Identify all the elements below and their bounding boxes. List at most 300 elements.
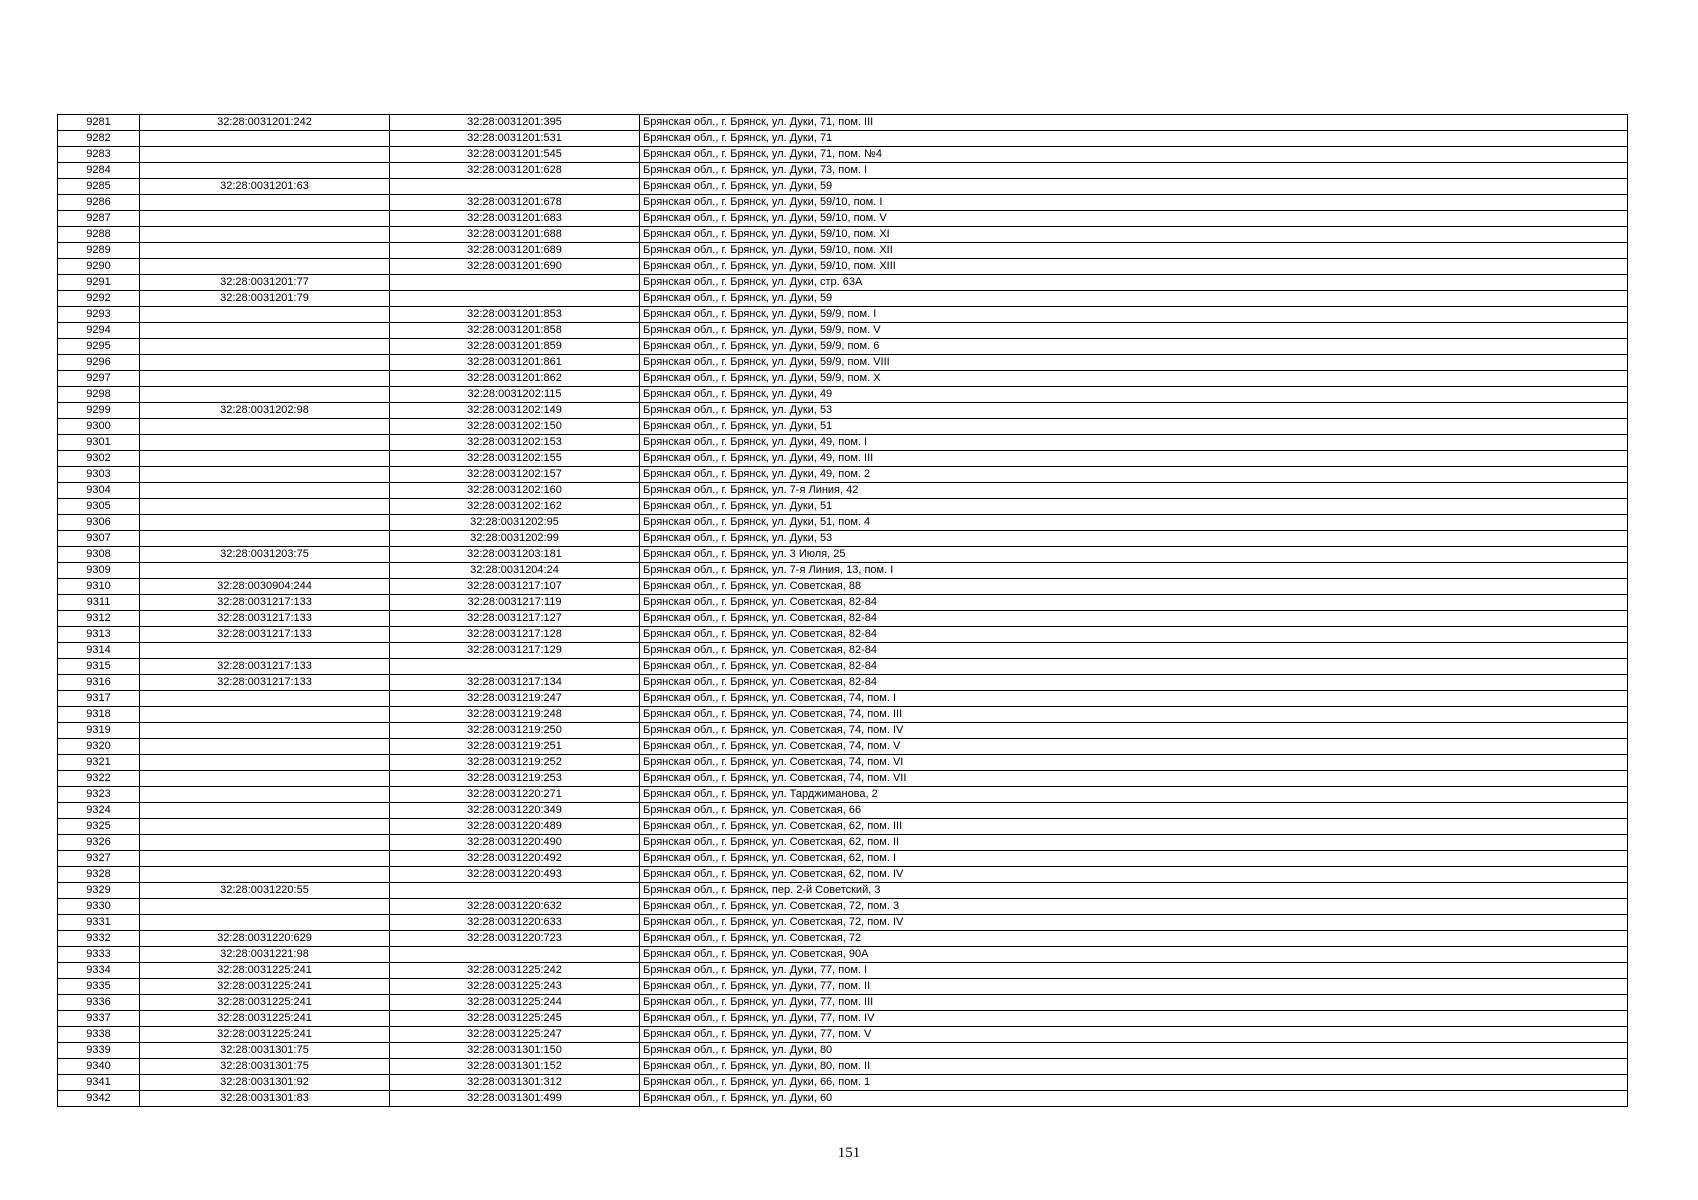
land-cadastral-number-cell: 32:28:0031217:133 <box>140 595 390 611</box>
address-cell: Брянская обл., г. Брянск, ул. Дуки, 59/9, пом. VIII <box>640 355 1628 371</box>
address-cell: Брянская обл., г. Брянск, ул. Советская, 88 <box>640 579 1628 595</box>
object-cadastral-number-cell: 32:28:0031201:395 <box>390 115 640 131</box>
object-cadastral-number-cell: 32:28:0031202:150 <box>390 419 640 435</box>
address-cell: Брянская обл., г. Брянск, ул. Советская, 90А <box>640 947 1628 963</box>
row-number-cell: 9337 <box>58 1011 140 1027</box>
land-cadastral-number-cell <box>140 739 390 755</box>
row-number-cell: 9311 <box>58 595 140 611</box>
address-cell: Брянская обл., г. Брянск, ул. Дуки, 77, пом. II <box>640 979 1628 995</box>
row-number-cell: 9298 <box>58 387 140 403</box>
table-row <box>58 771 1628 787</box>
row-number-cell: 9319 <box>58 723 140 739</box>
row-number-cell: 9296 <box>58 355 140 371</box>
object-cadastral-number-cell: 32:28:0031219:250 <box>390 723 640 739</box>
land-cadastral-number-cell: 32:28:0030904:244 <box>140 579 390 595</box>
address-cell: Брянская обл., г. Брянск, ул. Дуки, 59/10, пом. XII <box>640 243 1628 259</box>
row-number-cell: 9312 <box>58 611 140 627</box>
table-row <box>58 691 1628 707</box>
address-cell: Брянская обл., г. Брянск, ул. 7-я Линия, 13, пом. I <box>640 563 1628 579</box>
object-cadastral-number-cell: 32:28:0031202:160 <box>390 483 640 499</box>
row-number-cell: 9328 <box>58 867 140 883</box>
row-number-cell: 9332 <box>58 931 140 947</box>
land-cadastral-number-cell: 32:28:0031201:242 <box>140 115 390 131</box>
table-row <box>58 995 1628 1011</box>
table-row <box>58 675 1628 691</box>
land-cadastral-number-cell: 32:28:0031225:241 <box>140 1011 390 1027</box>
registry-table-body <box>58 115 1628 1107</box>
land-cadastral-number-cell: 32:28:0031301:92 <box>140 1075 390 1091</box>
object-cadastral-number-cell: 32:28:0031201:545 <box>390 147 640 163</box>
row-number-cell: 9299 <box>58 403 140 419</box>
address-cell: Брянская обл., г. Брянск, ул. Советская, 74, пом. VII <box>640 771 1628 787</box>
land-cadastral-number-cell <box>140 131 390 147</box>
address-cell: Брянская обл., г. Брянск, ул. Советская, 74, пом. VI <box>640 755 1628 771</box>
land-cadastral-number-cell: 32:28:0031301:75 <box>140 1043 390 1059</box>
row-number-cell: 9323 <box>58 787 140 803</box>
object-cadastral-number-cell: 32:28:0031201:689 <box>390 243 640 259</box>
land-cadastral-number-cell: 32:28:0031217:133 <box>140 627 390 643</box>
address-cell: Брянская обл., г. Брянск, ул. Дуки, 77, пом. IV <box>640 1011 1628 1027</box>
row-number-cell: 9339 <box>58 1043 140 1059</box>
row-number-cell: 9292 <box>58 291 140 307</box>
object-cadastral-number-cell: 32:28:0031202:153 <box>390 435 640 451</box>
address-cell: Брянская обл., г. Брянск, ул. Дуки, 49, пом. III <box>640 451 1628 467</box>
address-cell: Брянская обл., г. Брянск, ул. Советская, 72 <box>640 931 1628 947</box>
row-number-cell: 9316 <box>58 675 140 691</box>
row-number-cell: 9314 <box>58 643 140 659</box>
land-cadastral-number-cell <box>140 467 390 483</box>
object-cadastral-number-cell: 32:28:0031220:271 <box>390 787 640 803</box>
address-cell: Брянская обл., г. Брянск, ул. Советская, 74, пом. III <box>640 707 1628 723</box>
address-cell: Брянская обл., г. Брянск, ул. Советская, 74, пом. V <box>640 739 1628 755</box>
land-cadastral-number-cell: 32:28:0031225:241 <box>140 1027 390 1043</box>
row-number-cell: 9335 <box>58 979 140 995</box>
address-cell: Брянская обл., г. Брянск, ул. Дуки, 77, пом. I <box>640 963 1628 979</box>
table-row <box>58 339 1628 355</box>
land-cadastral-number-cell <box>140 147 390 163</box>
table-row <box>58 627 1628 643</box>
row-number-cell: 9293 <box>58 307 140 323</box>
address-cell: Брянская обл., г. Брянск, ул. Дуки, 66, пом. 1 <box>640 1075 1628 1091</box>
object-cadastral-number-cell: 32:28:0031225:242 <box>390 963 640 979</box>
row-number-cell: 9281 <box>58 115 140 131</box>
object-cadastral-number-cell: 32:28:0031201:858 <box>390 323 640 339</box>
table-row <box>58 1027 1628 1043</box>
object-cadastral-number-cell: 32:28:0031220:349 <box>390 803 640 819</box>
land-cadastral-number-cell <box>140 771 390 787</box>
table-row <box>58 563 1628 579</box>
row-number-cell: 9284 <box>58 163 140 179</box>
address-cell: Брянская обл., г. Брянск, ул. Дуки, 71, пом. №4 <box>640 147 1628 163</box>
table-row <box>58 419 1628 435</box>
land-cadastral-number-cell <box>140 195 390 211</box>
row-number-cell: 9326 <box>58 835 140 851</box>
row-number-cell: 9307 <box>58 531 140 547</box>
table-row <box>58 579 1628 595</box>
table-row <box>58 819 1628 835</box>
row-number-cell: 9336 <box>58 995 140 1011</box>
land-cadastral-number-cell <box>140 851 390 867</box>
object-cadastral-number-cell: 32:28:0031217:129 <box>390 643 640 659</box>
address-cell: Брянская обл., г. Брянск, ул. Дуки, 59/10, пом. V <box>640 211 1628 227</box>
table-row <box>58 195 1628 211</box>
row-number-cell: 9290 <box>58 259 140 275</box>
object-cadastral-number-cell: 32:28:0031201:683 <box>390 211 640 227</box>
row-number-cell: 9313 <box>58 627 140 643</box>
row-number-cell: 9295 <box>58 339 140 355</box>
row-number-cell: 9322 <box>58 771 140 787</box>
table-row <box>58 131 1628 147</box>
row-number-cell: 9287 <box>58 211 140 227</box>
table-row <box>58 867 1628 883</box>
land-cadastral-number-cell <box>140 819 390 835</box>
address-cell: Брянская обл., г. Брянск, ул. Дуки, 59/9, пом. 6 <box>640 339 1628 355</box>
object-cadastral-number-cell: 32:28:0031202:149 <box>390 403 640 419</box>
object-cadastral-number-cell: 32:28:0031220:633 <box>390 915 640 931</box>
address-cell: Брянская обл., г. Брянск, ул. Дуки, 80 <box>640 1043 1628 1059</box>
row-number-cell: 9301 <box>58 435 140 451</box>
table-row <box>58 291 1628 307</box>
address-cell: Брянская обл., г. Брянск, пер. 2-й Советский, 3 <box>640 883 1628 899</box>
table-row <box>58 883 1628 899</box>
address-cell: Брянская обл., г. Брянск, ул. Дуки, 49, пом. 2 <box>640 467 1628 483</box>
object-cadastral-number-cell: 32:28:0031225:247 <box>390 1027 640 1043</box>
table-row <box>58 275 1628 291</box>
object-cadastral-number-cell: 32:28:0031219:247 <box>390 691 640 707</box>
object-cadastral-number-cell: 32:28:0031301:152 <box>390 1059 640 1075</box>
page-number: 151 <box>837 1145 861 1161</box>
row-number-cell: 9342 <box>58 1091 140 1107</box>
table-row <box>58 499 1628 515</box>
object-cadastral-number-cell: 32:28:0031220:489 <box>390 819 640 835</box>
object-cadastral-number-cell: 32:28:0031201:862 <box>390 371 640 387</box>
table-row <box>58 835 1628 851</box>
land-cadastral-number-cell: 32:28:0031217:133 <box>140 675 390 691</box>
address-cell: Брянская обл., г. Брянск, ул. Дуки, 59/9, пом. I <box>640 307 1628 323</box>
land-cadastral-number-cell: 32:28:0031202:98 <box>140 403 390 419</box>
row-number-cell: 9283 <box>58 147 140 163</box>
row-number-cell: 9306 <box>58 515 140 531</box>
table-row <box>58 899 1628 915</box>
land-cadastral-number-cell: 32:28:0031301:83 <box>140 1091 390 1107</box>
table-row <box>58 531 1628 547</box>
table-row <box>58 659 1628 675</box>
object-cadastral-number-cell: 32:28:0031225:245 <box>390 1011 640 1027</box>
table-row <box>58 707 1628 723</box>
address-cell: Брянская обл., г. Брянск, ул. Дуки, 53 <box>640 403 1628 419</box>
object-cadastral-number-cell: 32:28:0031217:119 <box>390 595 640 611</box>
land-cadastral-number-cell <box>140 307 390 323</box>
land-cadastral-number-cell: 32:28:0031225:241 <box>140 995 390 1011</box>
table-row <box>58 179 1628 195</box>
row-number-cell: 9341 <box>58 1075 140 1091</box>
row-number-cell: 9333 <box>58 947 140 963</box>
row-number-cell: 9291 <box>58 275 140 291</box>
address-cell: Брянская обл., г. Брянск, ул. Советская, 72, пом. IV <box>640 915 1628 931</box>
registry-table <box>57 114 1628 1107</box>
address-cell: Брянская обл., г. Брянск, ул. Дуки, 51 <box>640 499 1628 515</box>
table-row <box>58 1043 1628 1059</box>
table-row <box>58 483 1628 499</box>
object-cadastral-number-cell <box>390 659 640 675</box>
object-cadastral-number-cell: 32:28:0031203:181 <box>390 547 640 563</box>
address-cell: Брянская обл., г. Брянск, ул. Дуки, 71 <box>640 131 1628 147</box>
object-cadastral-number-cell <box>390 883 640 899</box>
table-row <box>58 851 1628 867</box>
object-cadastral-number-cell: 32:28:0031219:251 <box>390 739 640 755</box>
land-cadastral-number-cell <box>140 899 390 915</box>
object-cadastral-number-cell: 32:28:0031202:157 <box>390 467 640 483</box>
row-number-cell: 9324 <box>58 803 140 819</box>
row-number-cell: 9282 <box>58 131 140 147</box>
table-row <box>58 1075 1628 1091</box>
land-cadastral-number-cell <box>140 755 390 771</box>
land-cadastral-number-cell <box>140 867 390 883</box>
row-number-cell: 9334 <box>58 963 140 979</box>
land-cadastral-number-cell <box>140 787 390 803</box>
address-cell: Брянская обл., г. Брянск, ул. Дуки, 59 <box>640 291 1628 307</box>
land-cadastral-number-cell: 32:28:0031301:75 <box>140 1059 390 1075</box>
address-cell: Брянская обл., г. Брянск, ул. Дуки, 59/9, пом. V <box>640 323 1628 339</box>
table-row <box>58 915 1628 931</box>
address-cell: Брянская обл., г. Брянск, ул. Дуки, 59/10, пом. XI <box>640 227 1628 243</box>
object-cadastral-number-cell: 32:28:0031201:690 <box>390 259 640 275</box>
address-cell: Брянская обл., г. Брянск, ул. Дуки, 77, пом. V <box>640 1027 1628 1043</box>
row-number-cell: 9310 <box>58 579 140 595</box>
table-row <box>58 611 1628 627</box>
object-cadastral-number-cell <box>390 947 640 963</box>
land-cadastral-number-cell <box>140 339 390 355</box>
land-cadastral-number-cell <box>140 323 390 339</box>
object-cadastral-number-cell: 32:28:0031225:244 <box>390 995 640 1011</box>
land-cadastral-number-cell <box>140 499 390 515</box>
object-cadastral-number-cell <box>390 275 640 291</box>
row-number-cell: 9329 <box>58 883 140 899</box>
address-cell: Брянская обл., г. Брянск, ул. Дуки, 59/10, пом. I <box>640 195 1628 211</box>
object-cadastral-number-cell: 32:28:0031201:531 <box>390 131 640 147</box>
address-cell: Брянская обл., г. Брянск, ул. Дуки, 51, пом. 4 <box>640 515 1628 531</box>
table-row <box>58 931 1628 947</box>
row-number-cell: 9288 <box>58 227 140 243</box>
table-row <box>58 595 1628 611</box>
object-cadastral-number-cell: 32:28:0031201:861 <box>390 355 640 371</box>
table-row <box>58 1059 1628 1075</box>
table-row <box>58 403 1628 419</box>
land-cadastral-number-cell <box>140 803 390 819</box>
row-number-cell: 9294 <box>58 323 140 339</box>
object-cadastral-number-cell: 32:28:0031201:853 <box>390 307 640 323</box>
table-row <box>58 435 1628 451</box>
object-cadastral-number-cell: 32:28:0031217:127 <box>390 611 640 627</box>
address-cell: Брянская обл., г. Брянск, ул. Дуки, 60 <box>640 1091 1628 1107</box>
object-cadastral-number-cell <box>390 291 640 307</box>
land-cadastral-number-cell <box>140 435 390 451</box>
object-cadastral-number-cell: 32:28:0031220:723 <box>390 931 640 947</box>
land-cadastral-number-cell: 32:28:0031220:55 <box>140 883 390 899</box>
land-cadastral-number-cell: 32:28:0031225:241 <box>140 963 390 979</box>
address-cell: Брянская обл., г. Брянск, ул. Советская, 82-84 <box>640 643 1628 659</box>
row-number-cell: 9327 <box>58 851 140 867</box>
object-cadastral-number-cell: 32:28:0031220:632 <box>390 899 640 915</box>
table-row <box>58 643 1628 659</box>
row-number-cell: 9285 <box>58 179 140 195</box>
object-cadastral-number-cell: 32:28:0031217:107 <box>390 579 640 595</box>
address-cell: Брянская обл., г. Брянск, ул. Советская, 74, пом. IV <box>640 723 1628 739</box>
table-row <box>58 723 1628 739</box>
land-cadastral-number-cell <box>140 243 390 259</box>
object-cadastral-number-cell: 32:28:0031201:678 <box>390 195 640 211</box>
table-row <box>58 755 1628 771</box>
object-cadastral-number-cell: 32:28:0031202:115 <box>390 387 640 403</box>
object-cadastral-number-cell: 32:28:0031217:128 <box>390 627 640 643</box>
address-cell: Брянская обл., г. Брянск, ул. Советская, 82-84 <box>640 627 1628 643</box>
table-row <box>58 371 1628 387</box>
land-cadastral-number-cell <box>140 419 390 435</box>
land-cadastral-number-cell: 32:28:0031217:133 <box>140 611 390 627</box>
object-cadastral-number-cell: 32:28:0031220:493 <box>390 867 640 883</box>
land-cadastral-number-cell <box>140 531 390 547</box>
land-cadastral-number-cell <box>140 371 390 387</box>
object-cadastral-number-cell: 32:28:0031202:155 <box>390 451 640 467</box>
table-row <box>58 803 1628 819</box>
address-cell: Брянская обл., г. Брянск, ул. Дуки, стр. 63А <box>640 275 1628 291</box>
object-cadastral-number-cell: 32:28:0031201:859 <box>390 339 640 355</box>
address-cell: Брянская обл., г. Брянск, ул. Дуки, 77, пом. III <box>640 995 1628 1011</box>
address-cell: Брянская обл., г. Брянск, ул. Советская, 82-84 <box>640 659 1628 675</box>
table-row <box>58 1011 1628 1027</box>
address-cell: Брянская обл., г. Брянск, ул. Дуки, 59 <box>640 179 1628 195</box>
land-cadastral-number-cell: 32:28:0031221:98 <box>140 947 390 963</box>
object-cadastral-number-cell: 32:28:0031301:312 <box>390 1075 640 1091</box>
table-row <box>58 243 1628 259</box>
table-row <box>58 947 1628 963</box>
land-cadastral-number-cell <box>140 387 390 403</box>
table-row <box>58 227 1628 243</box>
land-cadastral-number-cell: 32:28:0031201:79 <box>140 291 390 307</box>
table-row <box>58 387 1628 403</box>
object-cadastral-number-cell: 32:28:0031219:248 <box>390 707 640 723</box>
row-number-cell: 9330 <box>58 899 140 915</box>
table-row <box>58 323 1628 339</box>
table-row <box>58 163 1628 179</box>
object-cadastral-number-cell: 32:28:0031220:492 <box>390 851 640 867</box>
row-number-cell: 9331 <box>58 915 140 931</box>
object-cadastral-number-cell: 32:28:0031217:134 <box>390 675 640 691</box>
object-cadastral-number-cell: 32:28:0031202:162 <box>390 499 640 515</box>
address-cell: Брянская обл., г. Брянск, ул. Советская, 82-84 <box>640 595 1628 611</box>
row-number-cell: 9302 <box>58 451 140 467</box>
address-cell: Брянская обл., г. Брянск, ул. Дуки, 73, пом. I <box>640 163 1628 179</box>
row-number-cell: 9317 <box>58 691 140 707</box>
object-cadastral-number-cell: 32:28:0031201:628 <box>390 163 640 179</box>
land-cadastral-number-cell <box>140 563 390 579</box>
land-cadastral-number-cell: 32:28:0031201:77 <box>140 275 390 291</box>
address-cell: Брянская обл., г. Брянск, ул. Дуки, 53 <box>640 531 1628 547</box>
address-cell: Брянская обл., г. Брянск, ул. 3 Июля, 25 <box>640 547 1628 563</box>
row-number-cell: 9297 <box>58 371 140 387</box>
land-cadastral-number-cell: 32:28:0031201:63 <box>140 179 390 195</box>
object-cadastral-number-cell: 32:28:0031225:243 <box>390 979 640 995</box>
row-number-cell: 9315 <box>58 659 140 675</box>
table-row <box>58 115 1628 131</box>
row-number-cell: 9308 <box>58 547 140 563</box>
table-row <box>58 355 1628 371</box>
table-row <box>58 547 1628 563</box>
object-cadastral-number-cell: 32:28:0031204:24 <box>390 563 640 579</box>
address-cell: Брянская обл., г. Брянск, ул. Советская, 82-84 <box>640 611 1628 627</box>
object-cadastral-number-cell: 32:28:0031201:688 <box>390 227 640 243</box>
table-row <box>58 259 1628 275</box>
address-cell: Брянская обл., г. Брянск, ул. Дуки, 51 <box>640 419 1628 435</box>
address-cell: Брянская обл., г. Брянск, ул. Дуки, 59/10, пом. XIII <box>640 259 1628 275</box>
table-row <box>58 451 1628 467</box>
address-cell: Брянская обл., г. Брянск, ул. Советская, 62, пом. III <box>640 819 1628 835</box>
address-cell: Брянская обл., г. Брянск, ул. Советская, 82-84 <box>640 675 1628 691</box>
object-cadastral-number-cell: 32:28:0031301:150 <box>390 1043 640 1059</box>
land-cadastral-number-cell <box>140 723 390 739</box>
row-number-cell: 9305 <box>58 499 140 515</box>
row-number-cell: 9304 <box>58 483 140 499</box>
row-number-cell: 9325 <box>58 819 140 835</box>
land-cadastral-number-cell <box>140 915 390 931</box>
land-cadastral-number-cell <box>140 643 390 659</box>
object-cadastral-number-cell: 32:28:0031202:99 <box>390 531 640 547</box>
object-cadastral-number-cell: 32:28:0031219:253 <box>390 771 640 787</box>
land-cadastral-number-cell: 32:28:0031225:241 <box>140 979 390 995</box>
address-cell: Брянская обл., г. Брянск, ул. Советская, 74, пом. I <box>640 691 1628 707</box>
row-number-cell: 9309 <box>58 563 140 579</box>
table-row <box>58 739 1628 755</box>
address-cell: Брянская обл., г. Брянск, ул. Советская, 62, пом. I <box>640 851 1628 867</box>
table-row <box>58 963 1628 979</box>
row-number-cell: 9303 <box>58 467 140 483</box>
land-cadastral-number-cell <box>140 515 390 531</box>
row-number-cell: 9321 <box>58 755 140 771</box>
row-number-cell: 9340 <box>58 1059 140 1075</box>
land-cadastral-number-cell <box>140 835 390 851</box>
land-cadastral-number-cell <box>140 483 390 499</box>
row-number-cell: 9338 <box>58 1027 140 1043</box>
row-number-cell: 9318 <box>58 707 140 723</box>
object-cadastral-number-cell <box>390 179 640 195</box>
land-cadastral-number-cell <box>140 355 390 371</box>
table-row <box>58 787 1628 803</box>
land-cadastral-number-cell <box>140 451 390 467</box>
address-cell: Брянская обл., г. Брянск, ул. Дуки, 59/9, пом. X <box>640 371 1628 387</box>
object-cadastral-number-cell: 32:28:0031202:95 <box>390 515 640 531</box>
address-cell: Брянская обл., г. Брянск, ул. Дуки, 49 <box>640 387 1628 403</box>
address-cell: Брянская обл., г. Брянск, ул. Тарджиманова, 2 <box>640 787 1628 803</box>
land-cadastral-number-cell <box>140 691 390 707</box>
table-row <box>58 1091 1628 1107</box>
land-cadastral-number-cell <box>140 211 390 227</box>
object-cadastral-number-cell: 32:28:0031220:490 <box>390 835 640 851</box>
object-cadastral-number-cell: 32:28:0031301:499 <box>390 1091 640 1107</box>
land-cadastral-number-cell <box>140 227 390 243</box>
row-number-cell: 9320 <box>58 739 140 755</box>
address-cell: Брянская обл., г. Брянск, ул. Советская, 72, пом. 3 <box>640 899 1628 915</box>
address-cell: Брянская обл., г. Брянск, ул. Советская, 66 <box>640 803 1628 819</box>
land-cadastral-number-cell: 32:28:0031220:629 <box>140 931 390 947</box>
table-row <box>58 979 1628 995</box>
row-number-cell: 9300 <box>58 419 140 435</box>
land-cadastral-number-cell <box>140 707 390 723</box>
table-row <box>58 515 1628 531</box>
land-cadastral-number-cell: 32:28:0031217:133 <box>140 659 390 675</box>
table-row <box>58 467 1628 483</box>
address-cell: Брянская обл., г. Брянск, ул. Советская, 62, пом. IV <box>640 867 1628 883</box>
land-cadastral-number-cell: 32:28:0031203:75 <box>140 547 390 563</box>
